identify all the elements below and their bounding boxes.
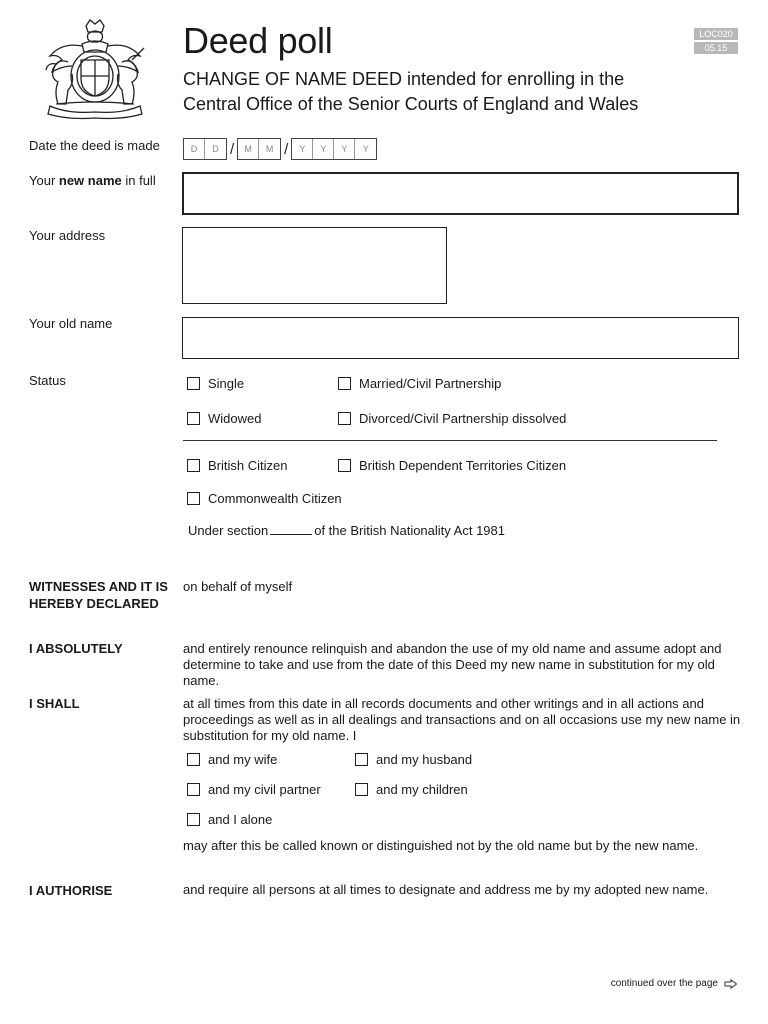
checkbox-box[interactable]	[355, 753, 368, 766]
form-code: LOC020	[694, 28, 738, 40]
royal-coat-of-arms-icon	[28, 18, 162, 120]
nationality-act-section: Under section of the British Nationality Act 1981	[188, 523, 505, 538]
divider	[183, 440, 717, 441]
address-input[interactable]	[182, 227, 447, 304]
status-label: Status	[29, 373, 66, 388]
absolutely-text: and entirely renounce relinquish and abandon the use of my old name and assume adopt and determine to take and use from the date of this Deed my new name in substitution for my old name.	[183, 641, 722, 688]
new-name-label: Your new name in full	[29, 173, 156, 188]
checkbox-box[interactable]	[187, 492, 200, 505]
witnesses-text: on behalf of myself	[183, 579, 293, 594]
checkbox-box[interactable]	[338, 377, 351, 390]
year-group	[291, 138, 377, 160]
date-separator: /	[230, 140, 235, 158]
form-date: 05.15	[694, 42, 738, 54]
checkbox-box[interactable]	[187, 783, 200, 796]
continued-over-page	[611, 978, 738, 989]
status-married-checkbox[interactable]: Married/Civil Partnership	[338, 376, 501, 391]
year-digit-3[interactable]: Y	[334, 139, 355, 159]
subtitle-line-2: Central Office of the Senior Courts of England and Wales	[183, 94, 639, 114]
year-digit-1[interactable]: Y	[292, 139, 313, 159]
husband-checkbox[interactable]: and my husband	[355, 752, 472, 767]
status-single-checkbox[interactable]: Single	[187, 376, 244, 391]
address-label: Your address	[29, 228, 106, 243]
may-after-text: may after this be called known or distinguished not by the old name but by the new name.	[183, 838, 699, 853]
day-digit-1[interactable]: D	[184, 139, 205, 159]
alone-checkbox[interactable]: and I alone	[187, 812, 272, 827]
subtitle-line-1: CHANGE OF NAME DEED intended for enrolling in the	[183, 69, 625, 89]
status-divorced-checkbox[interactable]: Divorced/Civil Partnership dissolved	[338, 411, 566, 426]
shall-heading: I SHALL	[29, 696, 80, 711]
form-code-badge	[694, 28, 738, 56]
authorise-heading: I AUTHORISE	[29, 883, 113, 898]
arrow-right-outline-icon	[724, 979, 738, 989]
page-subtitle	[183, 67, 743, 117]
absolutely-heading: I ABSOLUTELY	[29, 641, 123, 656]
checkbox-box[interactable]	[338, 412, 351, 425]
checkbox-box[interactable]	[338, 459, 351, 472]
date-separator: /	[284, 140, 289, 158]
date-label: Date the deed is made	[29, 138, 160, 153]
shall-text: at all times from this date in all records documents and other writings and in all actions and proceedings as well as in all dealings and transactions and on all occasions use my new name in substitution for my old name. I	[183, 696, 741, 743]
checkbox-box[interactable]	[187, 459, 200, 472]
witnesses-heading: WITNESSES AND IT IS HEREBY DECLARED	[29, 579, 168, 611]
checkbox-box[interactable]	[187, 377, 200, 390]
year-digit-2[interactable]: Y	[313, 139, 334, 159]
new-name-input[interactable]	[182, 172, 739, 215]
commonwealth-citizen-checkbox[interactable]: Commonwealth Citizen	[187, 491, 342, 506]
old-name-label: Your old name	[29, 316, 113, 331]
day-group	[183, 138, 227, 160]
old-name-input[interactable]	[182, 317, 739, 359]
wife-checkbox[interactable]: and my wife	[187, 752, 277, 767]
month-digit-1[interactable]: M	[238, 139, 259, 159]
checkbox-box[interactable]	[187, 753, 200, 766]
year-digit-4[interactable]: Y	[362, 144, 369, 154]
continued-text: continued over the page	[610, 978, 718, 989]
children-checkbox[interactable]: and my children	[355, 782, 468, 797]
month-digit-2[interactable]: M	[265, 144, 274, 154]
page-title: Deed poll	[183, 20, 333, 61]
date-field	[183, 138, 377, 160]
day-digit-2[interactable]: D	[212, 144, 219, 154]
section-number-blank[interactable]	[270, 523, 312, 535]
month-group	[237, 138, 281, 160]
british-citizen-checkbox[interactable]: British Citizen	[187, 458, 287, 473]
authorise-text: and require all persons at all times to designate and address me by my adopted new name.	[183, 882, 709, 897]
checkbox-box[interactable]	[187, 412, 200, 425]
status-widowed-checkbox[interactable]: Widowed	[187, 411, 261, 426]
civil-partner-checkbox[interactable]: and my civil partner	[187, 782, 321, 797]
checkbox-box[interactable]	[187, 813, 200, 826]
checkbox-box[interactable]	[355, 783, 368, 796]
dependent-territories-checkbox[interactable]: British Dependent Territories Citizen	[338, 458, 566, 473]
